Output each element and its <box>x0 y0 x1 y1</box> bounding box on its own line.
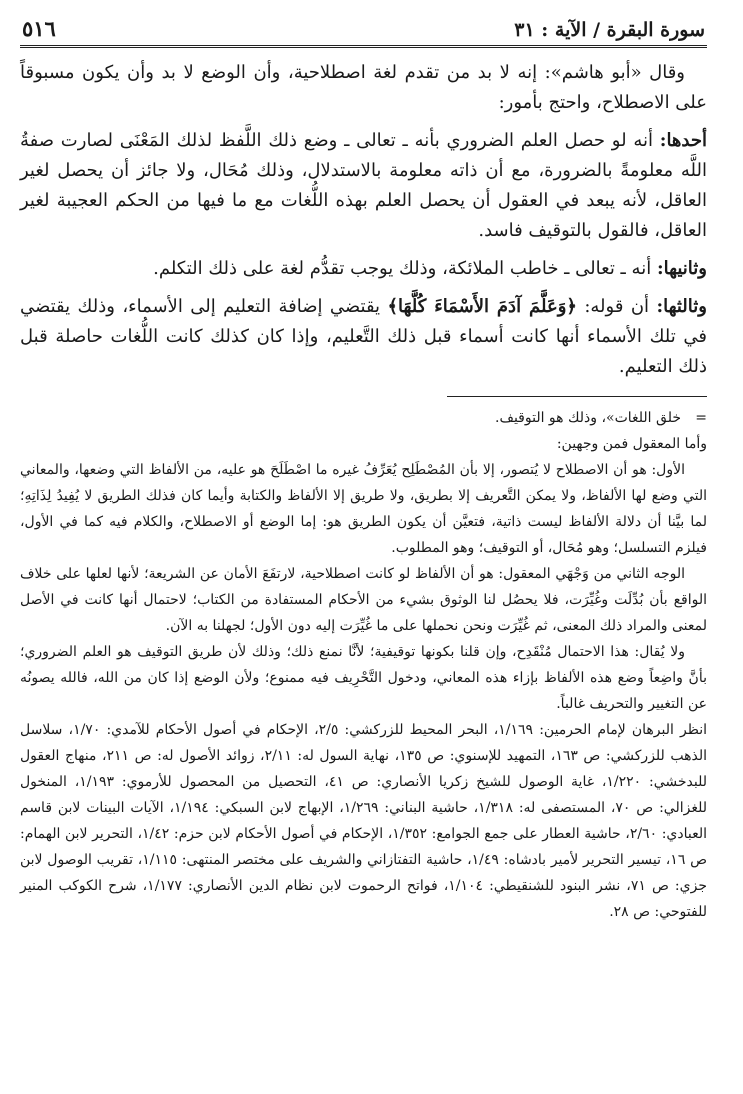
quran-verse: ﴿وَعَلَّمَ آدَمَ الأَسْمَاءَ كُلَّهَا﴾ <box>387 296 577 317</box>
running-header <box>20 12 707 48</box>
argument-label-third: وثالثها: <box>656 296 707 317</box>
argument-text-first: أنه لو حصل العلم الضروري بأنه ـ تعالى ـ وضع ذلك اللَّفظ لذلك المَعْنَى لصارت صفةُ اللَّه معلومةً بالضرورة، مع أن ذاته معلومة بالاستدلال، وذلك مُحَال، ولا جائز أن يحصل لغير العاقل، لأنه يبعد في العقول أن يحصل العلم بهذه اللُّغات مع ما فيها من الحكم العجيبة لغير العاقل، فالقول بالتوقيف فاسد. <box>20 130 707 241</box>
footnote-line-2: وأما المعقول فمن وجهين: <box>556 436 707 452</box>
footnote-continuation <box>20 405 707 431</box>
argument-label-first: أحدها: <box>659 130 707 151</box>
paragraph-first-argument <box>20 126 707 246</box>
footnote-line-1: خلق اللغات»، وذلك هو التوقيف. <box>495 410 681 426</box>
continuation-mark: = <box>695 410 707 426</box>
footnotes <box>20 405 707 925</box>
footnote-second-reason: الوجه الثاني من وَجْهَي المعقول: هو أن الألفاظ لو كانت اصطلاحية، لارتفَعَ الأمان عن الشريعة؛ لأنها لعلها على خلاف الواقع بأن بُدِّلَت وغُيِّرَت، فلا يحصُل لنا الوثوق بشيء من الأحكام المستفادة من الكتاب؛ لاحتمال أنها كانت في الأصل لمعنى والمراد ذلك المعنى، ثم غُيِّرَت ونحن نحملها على ما غُيِّرَت إليه دون الأول؛ لجهلنا به الآن. <box>20 566 707 634</box>
footnote-objection: ولا يُقال: هذا الاحتمال مُنْقَدِح، وإن قلنا بكونها توقيفية؛ لأنَّا نمنع ذلك؛ وذلك لأن طريق التوقيف هو العلم الضروري؛ بأنَّ واضِعاً وضع هذه الألفاظ بإزاء هذه المعاني، ودخول التَّحْرِيف فيه ممنوع؛ ولأن الوضع إذا كان من الله، فالله يصونُه عن التغيير والتحريف غالباً. <box>20 644 707 712</box>
page-number: ٥١٦ <box>22 16 56 41</box>
footnote-references: انظر البرهان لإمام الحرمين: ١/١٦٩، البحر المحيط للزركشي: ٢/٥، الإحكام في أصول الأحكام للآمدي: ١/٧٠، سلاسل الذهب للزركشي: ص ١٦٣، التمهيد للإسنوي: ص ١٣٥، نهاية السول له: ٢/١١، زوائد الأصول له: ص ٢١١، منهاج العقول للبدخشي: ١/٢٢٠، غاية الوصول للشيخ زكريا الأنصاري: ص ٤١، التحصيل من المحصول للأرموي: ١/١٩٣، المنخول للغزالي: ص ٧٠، المستصفى له: ١/٣١٨، حاشية البناني: ١/٢٦٩، الإبهاج لابن السبكي: ١/١٩٤، الآيات البينات لابن قاسم العبادي: ٢/٦٠، حاشية العطار على جمع الجوامع: ١/٣٥٢، الإحكام في أصول الأحكام لابن حزم: ١/٤٢، التحرير لابن الهمام: ص ١٦، تيسير التحرير لأمير بادشاه: ١/٤٩، حاشية التفتازاني والشريف على مختصر المنتهى: ١/١١٥، تقريب الوصول لابن جزي: ص ٧١، نشر البنود للشنقيطي: ١/١٠٤، فواتح الرحموت لابن نظام الدين الأنصاري: ١/١٧٧، شرح الكوكب المنير للفتوحي: ص ٢٨. <box>20 722 708 920</box>
book-page <box>20 12 707 1086</box>
paragraph-second-argument <box>20 254 707 284</box>
footnote-first-reason: الأول: هو أن الاصطلاح لا يُتصور، إلا بأن المُصْطَلِح يُعَرِّفُ غيره ما اصْطَلَحَ هو عليه، من الألفاظ التي وضعها، والمعاني التي وضع لها الألفاظ، ولا يمكن التَّعريف إلا بطريق، ولا طريق إلا الألفاظ والكتابة وأيما كان فذلك الطريق لا يُفِيدُ لِذَاتِهِ؛ لما بيَّنا أن دلالة الألفاظ ليست ذاتية، فتعيَّن أن يكون الطريق هو: إما الوضع أو الاصطلاح، والكلام فيه كما في الأول، فيلزم التسلسل؛ وهو مُحَال، أو التوقيف؛ وهو المطلوب. <box>20 462 707 556</box>
paragraph-third-argument <box>20 292 707 382</box>
argument-text-third-b: يقتضي إضافة التعليم إلى الأسماء، وذلك يقتضي في تلك الأسماء أنها كانت أسماء قبل ذلك التَّعليم، وإذا كان كذلك كانت اللُّغات حاصلة قبل ذلك التعليم. <box>20 296 707 377</box>
footnote-separator <box>447 396 707 397</box>
surah-title: سورة البقرة / الآية : ٣١ <box>514 19 705 41</box>
argument-label-second: وثانيها: <box>656 258 707 279</box>
argument-text-second: أنه ـ تعالى ـ خاطب الملائكة، وذلك يوجب تقدُّم لغة على ذلك التكلم. <box>153 258 657 279</box>
argument-text-third-a: أن قوله: <box>576 296 657 317</box>
paragraph-abu-hashim: وقال «أبو هاشم»: إنه لا بد من تقدم لغة اصطلاحية، وأن الوضع لا بد وأن يكون مسبوقاً على الاصطلاح، واحتج بأمور: <box>20 62 707 113</box>
main-text <box>20 58 707 382</box>
